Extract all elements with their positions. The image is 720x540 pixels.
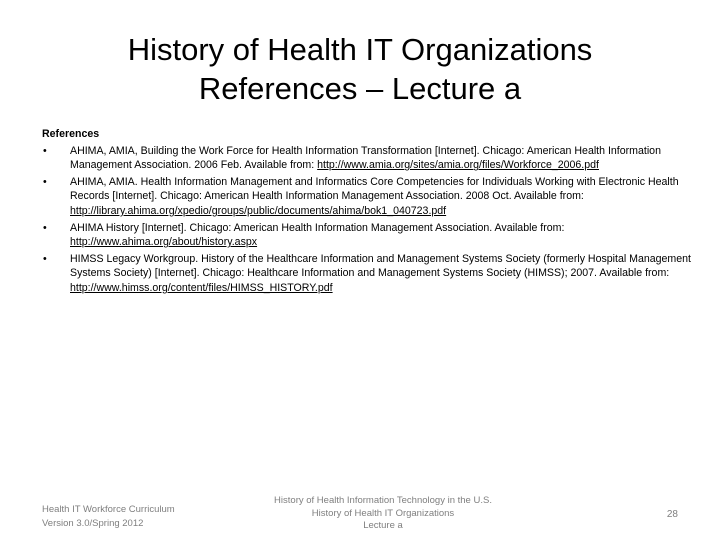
- bullet-icon: •: [43, 144, 47, 157]
- footer-lecture-line-1: History of Health Information Technology in the U.S.: [274, 495, 492, 506]
- bullet-icon: •: [43, 252, 47, 265]
- bullet-icon: •: [43, 221, 47, 234]
- reference-text: AHIMA, AMIA, Building the Work Force for Health Information Transformation [Internet]. Chicago: American Health Information Management Association. 2006 Feb. Available from:: [70, 144, 661, 172]
- reference-link[interactable]: http://www.himss.org/content/files/HIMSS_HISTORY.pdf: [70, 281, 333, 294]
- slide-title: [40, 30, 680, 108]
- reference-link[interactable]: http://library.ahima.org/xpedio/groups/public/documents/ahima/bok1_040723.pdf: [70, 204, 447, 217]
- reference-text: AHIMA History [Internet]. Chicago: American Health Information Management Association. Available from:: [70, 221, 565, 234]
- references-heading: References: [42, 128, 100, 140]
- reference-item: [42, 221, 692, 250]
- reference-text: HIMSS Legacy Workgroup. History of the Healthcare Information and Management Systems Society (formerly Hospital Management Systems Society) [Internet]. Chicago: Healthcare Information and Management Systems Society (HIMSS); 2007. Available from:: [70, 252, 691, 280]
- references-section: [42, 127, 692, 296]
- footer-lecture-info: [258, 495, 508, 533]
- footer-lecture-line-3: Lecture a: [363, 520, 403, 531]
- reference-item: [42, 144, 692, 173]
- reference-item: [42, 252, 692, 296]
- reference-item: [42, 175, 692, 219]
- page-number: 28: [666, 509, 678, 520]
- slide-title-line-1: History of Health IT Organizations: [127, 32, 593, 67]
- reference-link[interactable]: http://www.amia.org/sites/amia.org/files/Workforce_2006.pdf: [317, 159, 599, 172]
- reference-list: [42, 144, 692, 296]
- reference-link[interactable]: http://www.ahima.org/about/history.aspx: [70, 236, 258, 249]
- bullet-icon: •: [43, 175, 47, 188]
- footer-curriculum-line-1: Health IT Workforce Curriculum: [42, 504, 175, 515]
- footer-lecture-line-2: History of Health IT Organizations: [311, 507, 455, 519]
- footer-curriculum-line-2: Version 3.0/Spring 2012: [42, 518, 144, 529]
- footer-curriculum: [42, 503, 175, 531]
- slide-title-line-2: References – Lecture a: [198, 71, 522, 106]
- reference-text: AHIMA, AMIA. Health Information Management and Informatics Core Competencies for Individuals Working with Electronic Health Records [Internet]. Chicago: American Health Information Management Association. 2008 Oct. Available from:: [70, 175, 679, 203]
